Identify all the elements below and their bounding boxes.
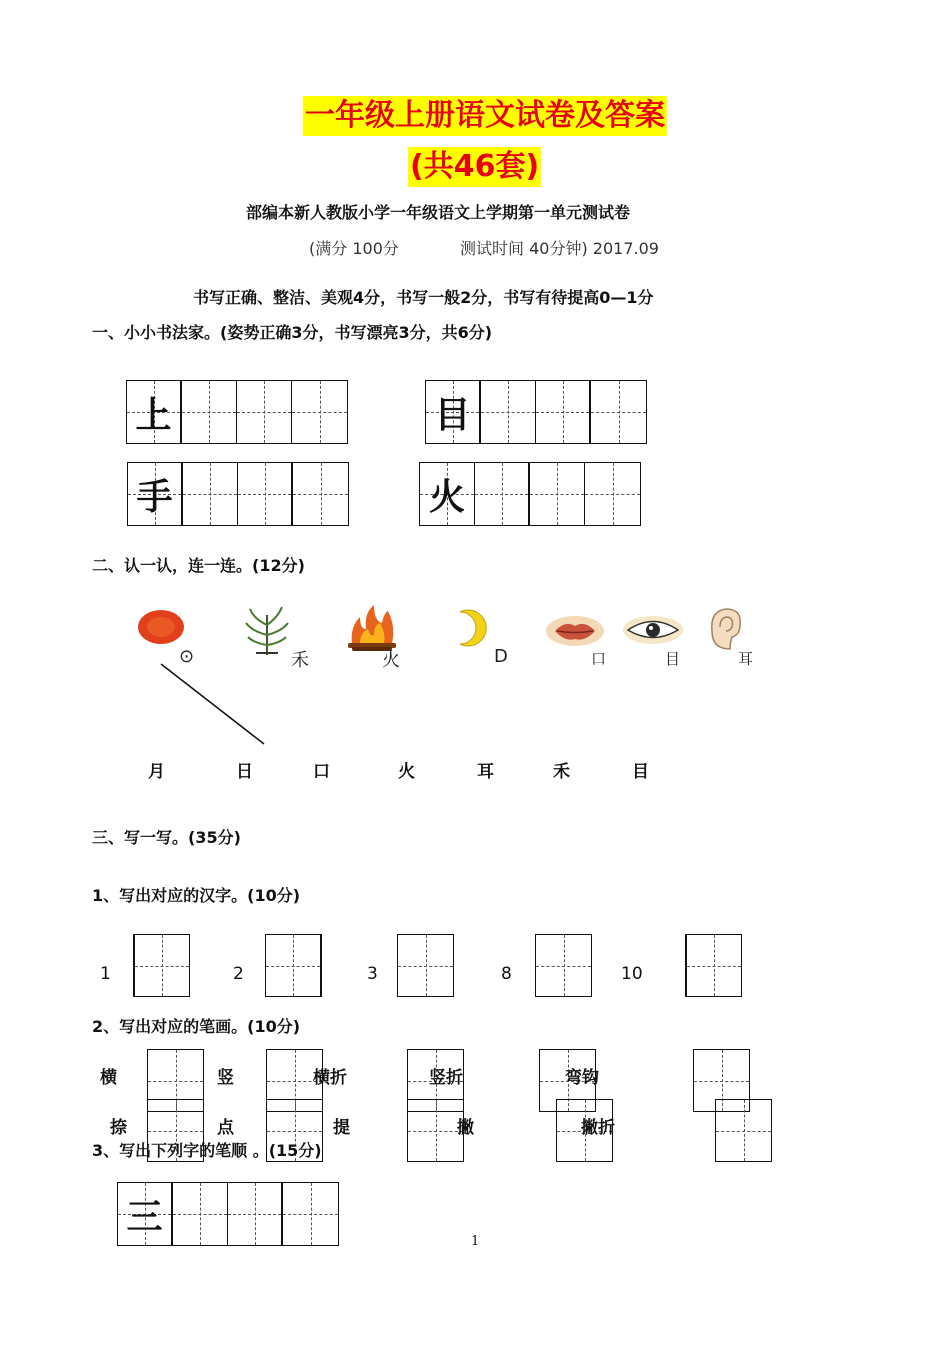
answer-box[interactable]	[265, 934, 322, 997]
answer-char[interactable]: 耳	[477, 762, 494, 782]
stroke-name: 横折	[313, 1068, 347, 1088]
number-label: 2	[233, 964, 244, 984]
ear-icon	[704, 605, 744, 651]
model-char: 火	[428, 475, 465, 518]
stroke-name: 撇	[457, 1118, 474, 1138]
model-char: 手	[136, 475, 173, 518]
ear-ancient-glyph: 耳	[738, 650, 754, 668]
stroke-box[interactable]	[407, 1099, 464, 1162]
writing-note: 书写正确、整洁、美观4分，书写一般2分，书写有待提高0—1分	[193, 288, 654, 307]
document-title: 一年级上册语文试卷及答案	[303, 96, 667, 136]
answer-box[interactable]	[397, 934, 454, 997]
answer-box[interactable]	[133, 934, 190, 997]
answer-box[interactable]	[535, 934, 592, 997]
stroke-name: 竖折	[429, 1068, 463, 1088]
eye-ancient-glyph: 目	[665, 650, 681, 668]
section1-heading: 一、小小书法家。(姿势正确3分，书写漂亮3分，共6分)	[92, 323, 493, 342]
model-char: 三	[126, 1195, 163, 1238]
answer-box[interactable]	[685, 934, 742, 997]
sun-ancient-glyph: ⊙	[179, 646, 195, 667]
answer-char[interactable]: 禾	[553, 762, 570, 782]
answer-char[interactable]: 火	[398, 762, 415, 782]
moon-ancient-glyph: D	[494, 646, 508, 667]
section3-heading: 三、写一写。(35分)	[92, 828, 241, 847]
page-number: 1	[471, 1234, 480, 1249]
section3-part2-heading: 2、写出对应的笔画。(10分)	[92, 1017, 301, 1036]
stroke-name: 撇折	[581, 1118, 615, 1138]
number-label: 3	[367, 964, 378, 984]
writing-grid-shou[interactable]	[127, 462, 349, 526]
answer-char[interactable]: 口	[313, 762, 330, 782]
exam-full-score: (满分 100分	[309, 239, 399, 258]
number-label: 10	[621, 964, 643, 984]
stroke-name: 横	[100, 1068, 117, 1088]
sun-icon	[136, 607, 186, 647]
number-label: 8	[501, 964, 512, 984]
stroke-name: 竖	[217, 1068, 234, 1088]
stroke-name: 提	[333, 1118, 350, 1138]
answer-char[interactable]: 目	[632, 762, 649, 782]
moon-icon	[450, 608, 496, 648]
answer-char[interactable]: 日	[236, 762, 253, 782]
rice-plant-icon	[242, 605, 292, 655]
writing-grid-shang[interactable]	[126, 380, 348, 444]
section3-part3-heading: 3、写出下列字的笔顺 。(15分)	[92, 1141, 322, 1160]
document-title-count: (共46套)	[408, 147, 541, 187]
section3-part1-heading: 1、写出对应的汉字。(10分)	[92, 886, 301, 905]
stroke-name: 弯钩	[565, 1068, 599, 1088]
mouth-icon	[545, 614, 605, 648]
number-label: 1	[100, 964, 111, 984]
writing-grid-huo[interactable]	[419, 462, 641, 526]
writing-grid-mu[interactable]	[425, 380, 647, 444]
exam-subtitle: 部编本新人教版小学一年级语文上学期第一单元测试卷	[246, 203, 631, 222]
exam-time: 测试时间 40分钟) 2017.09	[460, 239, 659, 258]
example-connecting-line	[155, 660, 270, 750]
rice-ancient-glyph: 禾	[291, 650, 309, 671]
stroke-name: 捺	[110, 1118, 127, 1138]
fire-ancient-glyph: 火	[382, 650, 400, 671]
mouth-ancient-glyph: 口	[591, 650, 607, 668]
section2-heading: 二、认一认，连一连。(12分)	[92, 556, 305, 575]
stroke-order-grid-san[interactable]	[117, 1182, 339, 1246]
model-char: 目	[434, 393, 471, 436]
stroke-box[interactable]	[715, 1099, 772, 1162]
answer-char[interactable]: 月	[148, 762, 165, 782]
eye-icon	[622, 615, 684, 645]
model-char: 上	[135, 393, 172, 436]
stroke-name: 点	[217, 1118, 234, 1138]
